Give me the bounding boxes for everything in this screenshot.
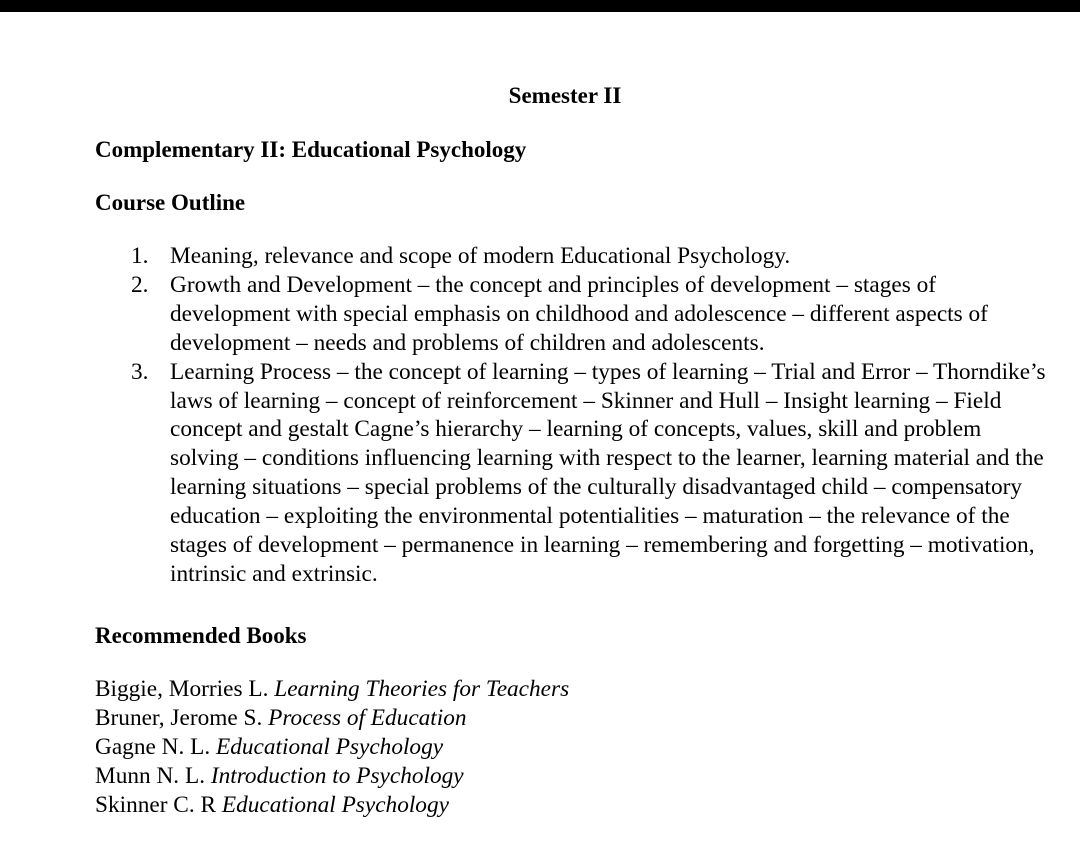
outline-item-number: 1. [131, 243, 149, 269]
book-title: Process of Education [268, 704, 467, 731]
outline-item [0, 242, 1050, 271]
book-entry [95, 675, 569, 704]
book-author: Skinner C. R [95, 791, 217, 818]
book-author: Gagne N. L. [95, 733, 216, 760]
outline-item-text: Growth and Development – the concept and principles of development – stages of development with special emphasis on childhood and adolescence – different aspects of development – needs and problems of children and adolescents. [170, 271, 988, 356]
outline-item [0, 358, 1050, 589]
book-title: Introduction to Psychology [210, 762, 464, 789]
book-title: Learning Theories for Teachers [274, 676, 570, 702]
outline-item-number: 3. [131, 358, 149, 385]
book-entry [95, 762, 569, 791]
book-author: Bruner, Jerome S. [95, 704, 263, 731]
outline-item-text: Meaning, relevance and scope of modern Educational Psychology. [170, 243, 791, 269]
book-author: Biggie, Morries L. [95, 676, 269, 702]
course-outline-list [0, 242, 1080, 589]
recommended-books-list [95, 675, 569, 820]
book-entry [95, 791, 569, 820]
outline-item-number: 2. [131, 271, 149, 298]
book-title: Educational Psychology [215, 733, 444, 760]
outline-item-text: Learning Process – the concept of learning – types of learning – Trial and Error – Thorndike’s laws of learning – concept of reinforcement – Skinner and Hull – Insight learning – Field concept and gestalt Cagne’s hierarchy – learning of concepts, values, skill and problem solving – conditions influencing learning with respect to the learner, learning material and the learning situations – special problems of the culturally disadvantaged child – compensatory education – exploiting the environmental potentialities – maturation – the relevance of the stages of development – permanence in learning – remembering and forgetting – motivation, intrinsic and extrinsic. [170, 358, 1046, 587]
book-title: Educational Psychology [221, 791, 449, 818]
semester-title: Semester II [508, 83, 622, 108]
outline-item [0, 271, 1050, 358]
course-outline-heading: Course Outline [95, 190, 246, 215]
book-entry [95, 733, 569, 762]
book-entry [95, 704, 569, 733]
course-title: Complementary II: Educational Psychology [95, 137, 527, 162]
recommended-books-heading: Recommended Books [95, 623, 307, 648]
book-author: Munn N. L. [95, 762, 206, 789]
